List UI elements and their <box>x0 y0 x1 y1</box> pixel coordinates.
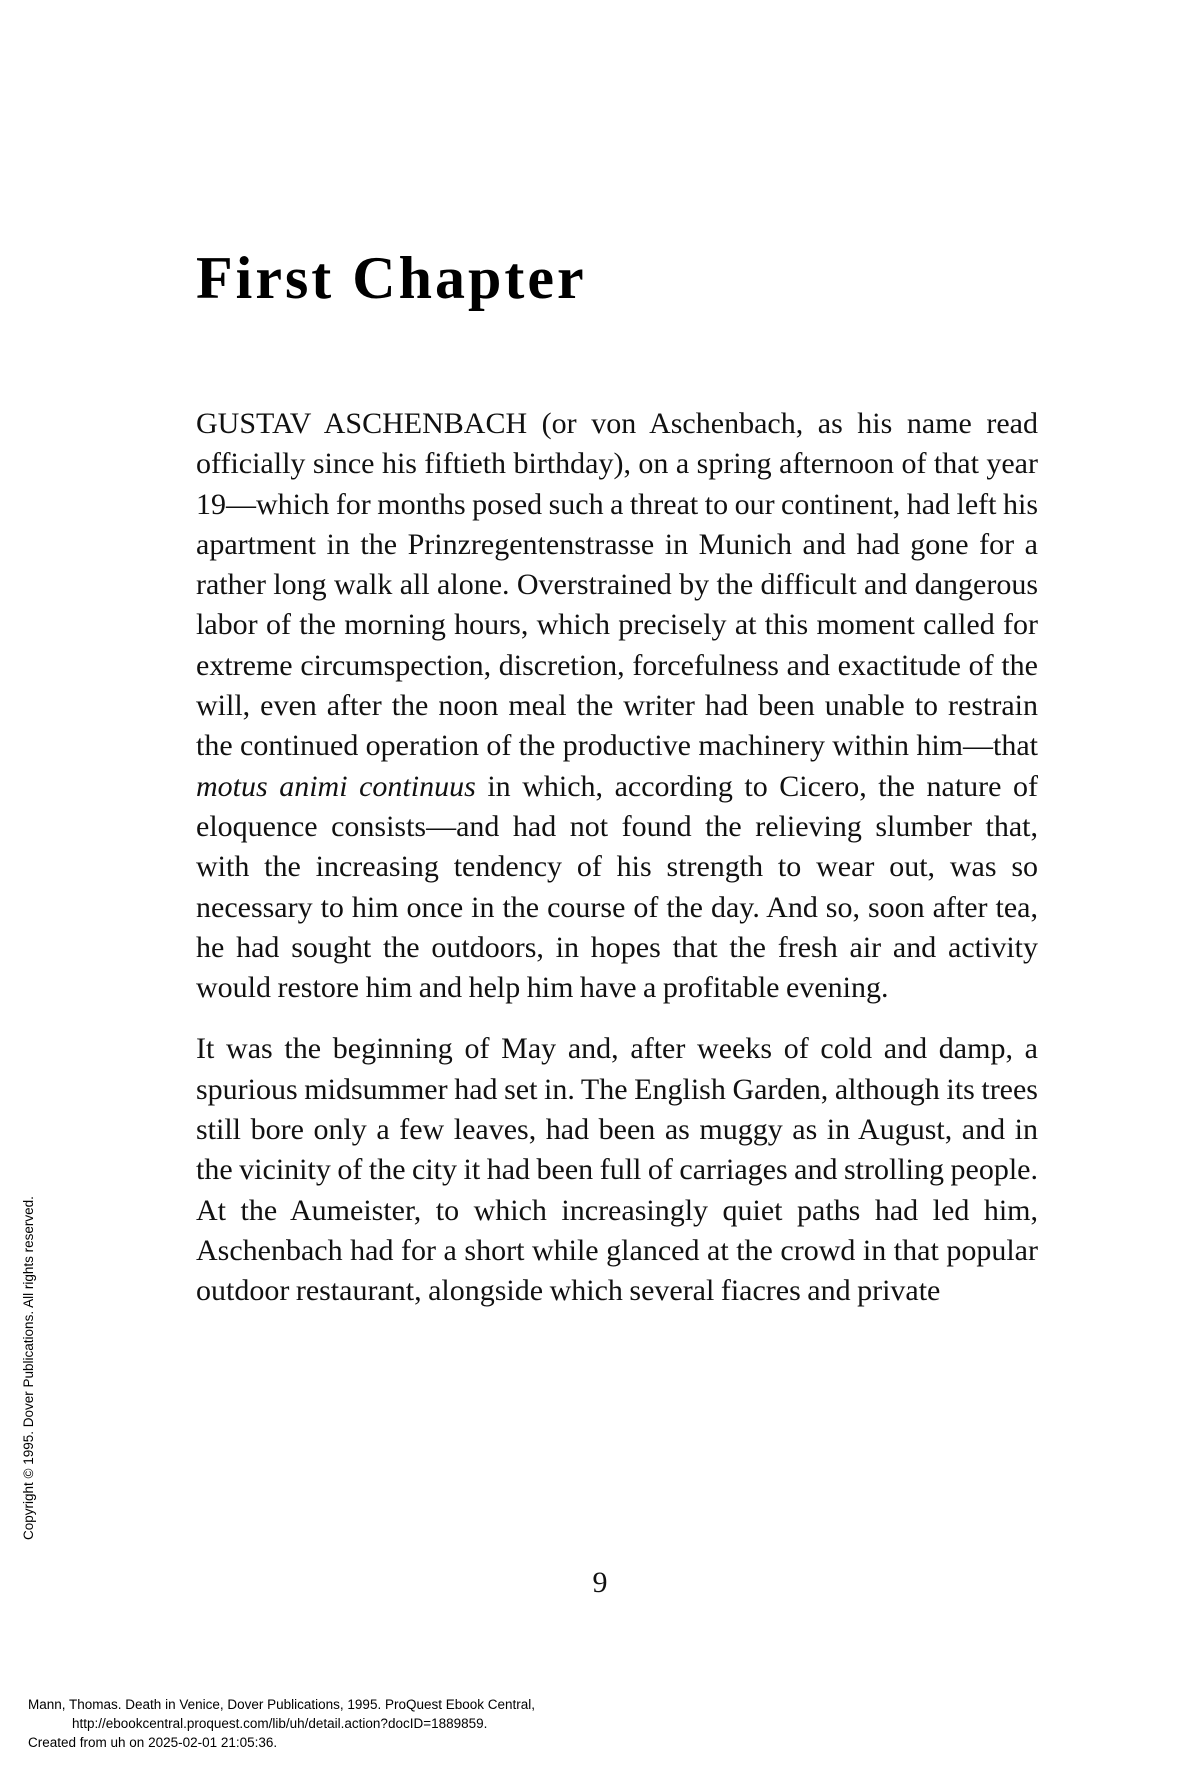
paragraph-1-text-a: GUSTAV ASCHENBACH (or von Aschenbach, as his name read officially since his fiftieth birthday), on a spring afternoon of that year 19—which for months posed such a threat to our continent, had left his apartment in the Prinzregentenstrasse in Munich and had gone for a rather long walk all alone. Overstrained by the difficult and dangerous labor of the morning hours, which precisely at this moment called for extreme circumspection, discretion, forcefulness and exactitude of the will, even after the noon meal the writer had been unable to restrain the continued operation of the productive machinery within him—that <box>196 407 1038 763</box>
chapter-title: First Chapter <box>196 245 587 311</box>
page-number: 9 <box>592 1566 608 1599</box>
citation-line-3: Created from uh on 2025-02-01 21:05:36. <box>28 1735 278 1750</box>
chapter-body <box>196 404 1038 1333</box>
latin-phrase: motus animi continuus <box>196 769 476 803</box>
paragraph-1 <box>196 404 1038 1008</box>
copyright-notice: Copyright © 1995. Dover Publications. All rights reserved. <box>21 1196 36 1540</box>
citation-footer <box>28 1695 535 1752</box>
citation-line-1: Mann, Thomas. Death in Venice, Dover Publications, 1995. ProQuest Ebook Central, <box>28 1697 536 1712</box>
citation-url[interactable]: http://ebookcentral.proquest.com/lib/uh/detail.action?docID=1889859. <box>72 1716 488 1731</box>
paragraph-2: It was the beginning of May and, after weeks of cold and damp, a spurious midsummer had set in. The English Garden, although its trees still bore only a few leaves, had been as muggy as in August, and in the vicinity of the city it had been full of carriages and strolling people. At the Aumeister, to which increasingly quiet paths had led him, Aschenbach had for a short while glanced at the crowd in that popular outdoor restaurant, alongside which several fiacres and private <box>196 1032 1038 1308</box>
paragraph-1-text-b: in which, according to Cicero, the nature of eloquence consists—and had not found the relieving slumber that, with the increasing tendency of his strength to wear out, was so necessary to him once in the course of the day. And so, soon after tea, he had sought the outdoors, in hopes that the fresh air and activity would restore him and help him have a profitable evening. <box>196 769 1039 1005</box>
